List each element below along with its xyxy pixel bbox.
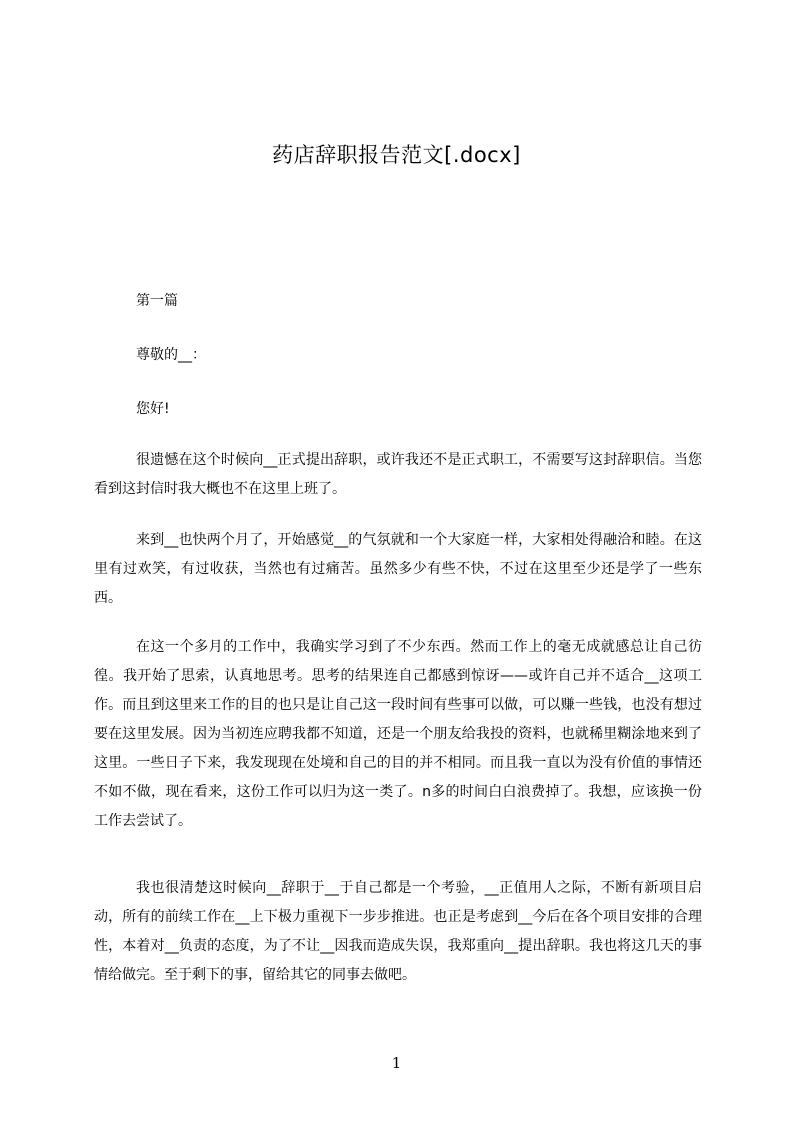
body-paragraph-3: 在这一个多月的工作中，我确实学习到了不少东西。然而工作上的毫无成就感总让自己彷徨。我开始了思索，认真地思考。思考的结果连自己都感到惊讶——或许自己并不适合__这项工作。而且到这里来工作的目的也只是让自己这一段时间有些事可以做，可以赚一些钱，也没有想过要在这里发展。因为当初连应聘我都不知道，还是一个朋友给我投的资料，也就稀里糊涂地来到了这里。一些日子下来，我发现现在处境和自己的目的并不相同。而且我一直以为没有价值的事情还不如不做，现在看来，这份工作可以归为这一类了。n多的时间白白浪费掉了。我想，应该换一份工作去尝试了。 — [94, 639, 702, 829]
section-heading: 第一篇 — [136, 293, 178, 309]
body-paragraph-1: 很遗憾在这个时候向__正式提出辞职，或许我还不是正式职工，不需要写这封辞职信。当您看到这封信时我大概也不在这里上班了。 — [94, 452, 702, 497]
greeting: 您好! — [136, 401, 170, 417]
document-title: 药店辞职报告范文[.docx] — [272, 143, 521, 167]
body-paragraph-4: 我也很清楚这时候向__辞职于__于自己都是一个考验，__正值用人之际，不断有新项目启动，所有的前续工作在__上下极力重视下一步步推进。也正是考虑到__今后在各个项目安排的合理性，本着对__负责的态度，为了不让__因我而造成失误，我郑重向__提出辞职。我也将这几天的事情给做完。至于剩下的事，留给其它的同事去做吧。 — [94, 880, 702, 983]
page-number: 1 — [391, 1054, 402, 1072]
body-paragraph-2: 来到__也快两个月了，开始感觉__的气氛就和一个大家庭一样，大家相处得融洽和睦。在这里有过欢笑，有过收获，当然也有过痛苦。虽然多少有些不快，不过在这里至少还是学了一些东西。 — [94, 532, 702, 606]
salutation: 尊敬的__： — [136, 347, 206, 363]
